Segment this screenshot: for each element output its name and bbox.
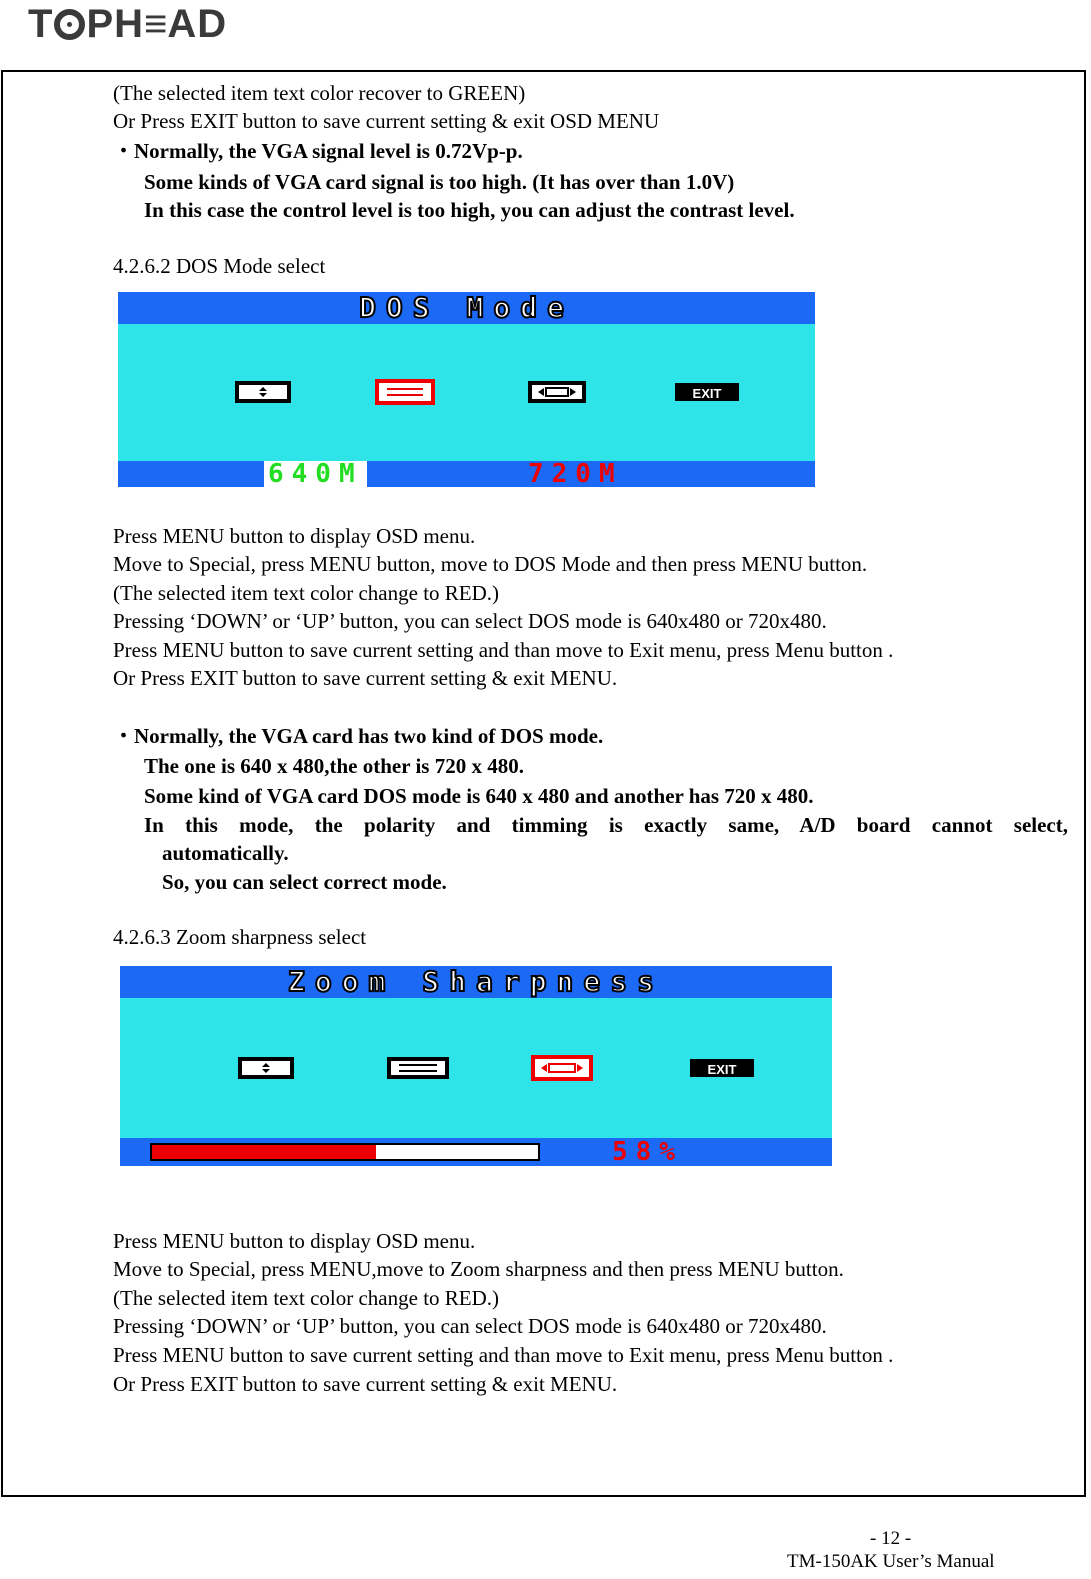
zoom-step: Press MENU button to display OSD menu. <box>113 1229 476 1253</box>
vertical-adjust-icon <box>235 381 291 403</box>
option-720-label: 720M <box>528 459 623 487</box>
dos-note: Some kind of VGA card DOS mode is 640 x 480 and another has 720 x 480. <box>144 784 814 808</box>
osd-title: DOS Mode <box>359 292 574 324</box>
dos-step: Or Press EXIT button to save current setting & exit MENU. <box>113 666 618 690</box>
vertical-adjust-icon <box>238 1057 294 1079</box>
option-640-label: 640M <box>264 461 367 487</box>
zoom-sharpness-osd-screenshot <box>120 966 832 1166</box>
dos-note: In this mode, the polarity and timming is exactly same, A/D board cannot select, <box>144 813 1068 837</box>
dos-note: ・Normally, the VGA card has two kind of DOS mode. <box>113 724 604 748</box>
dos-step: Move to Special, press MENU button, move to DOS Mode and then press MENU button. <box>113 552 868 576</box>
zoom-step: Pressing ‘DOWN’ or ‘UP’ button, you can select DOS mode is 640x480 or 720x480. <box>113 1314 827 1338</box>
dos-step: Pressing ‘DOWN’ or ‘UP’ button, you can select DOS mode is 640x480 or 720x480. <box>113 609 827 633</box>
intro-line-2: Or Press EXIT button to save current setting & exit OSD MENU <box>113 109 660 133</box>
sharpness-percent-label: 58% <box>612 1137 683 1166</box>
zoom-section-heading: 4.2.6.3 Zoom sharpness select <box>113 925 367 949</box>
exit-icon: EXIT <box>690 1059 754 1077</box>
dos-mode-icon <box>375 379 435 405</box>
zoom-step: Move to Special, press MENU,move to Zoom sharpness and then press MENU button. <box>113 1257 844 1281</box>
intro-note-2: Some kinds of VGA card signal is too high. (It has over than 1.0V) <box>144 170 735 194</box>
dos-note: automatically. <box>162 841 289 865</box>
dos-mode-icon <box>387 1057 449 1079</box>
sharpness-level-fill <box>152 1145 376 1159</box>
tophead-logo: T PH ≡ AD <box>28 1 228 46</box>
dos-section-heading: 4.2.6.2 DOS Mode select <box>113 254 326 278</box>
intro-note-3: In this case the control level is too high, you can adjust the contrast level. <box>144 198 795 222</box>
osd-bottom-bar <box>118 461 815 487</box>
dos-mode-osd-screenshot <box>118 292 815 487</box>
zoom-sharpness-icon <box>531 1055 593 1081</box>
zoom-step: Press MENU button to save current setting and than move to Exit menu, press Menu button . <box>113 1343 894 1367</box>
zoom-sharpness-icon <box>528 381 586 403</box>
dos-step: (The selected item text color change to RED.) <box>113 581 500 605</box>
exit-icon: EXIT <box>675 383 739 401</box>
dos-note: The one is 640 x 480,the other is 720 x 480. <box>144 754 524 778</box>
dos-step: Press MENU button to display OSD menu. <box>113 524 476 548</box>
sharpness-level-bar <box>150 1143 540 1161</box>
page-number: - 12 - <box>870 1528 912 1549</box>
intro-line-1: (The selected item text color recover to GREEN) <box>113 81 526 105</box>
manual-title: TM-150AK User’s Manual <box>787 1551 995 1572</box>
dos-note: So, you can select correct mode. <box>162 870 447 894</box>
intro-note-1: ・Normally, the VGA signal level is 0.72Vp-p. <box>113 139 523 163</box>
zoom-step: (The selected item text color change to RED.) <box>113 1286 500 1310</box>
dos-step: Press MENU button to save current setting and than move to Exit menu, press Menu button . <box>113 638 894 662</box>
osd-title: Zoom Sharpness <box>287 966 664 998</box>
zoom-step: Or Press EXIT button to save current setting & exit MENU. <box>113 1372 618 1396</box>
